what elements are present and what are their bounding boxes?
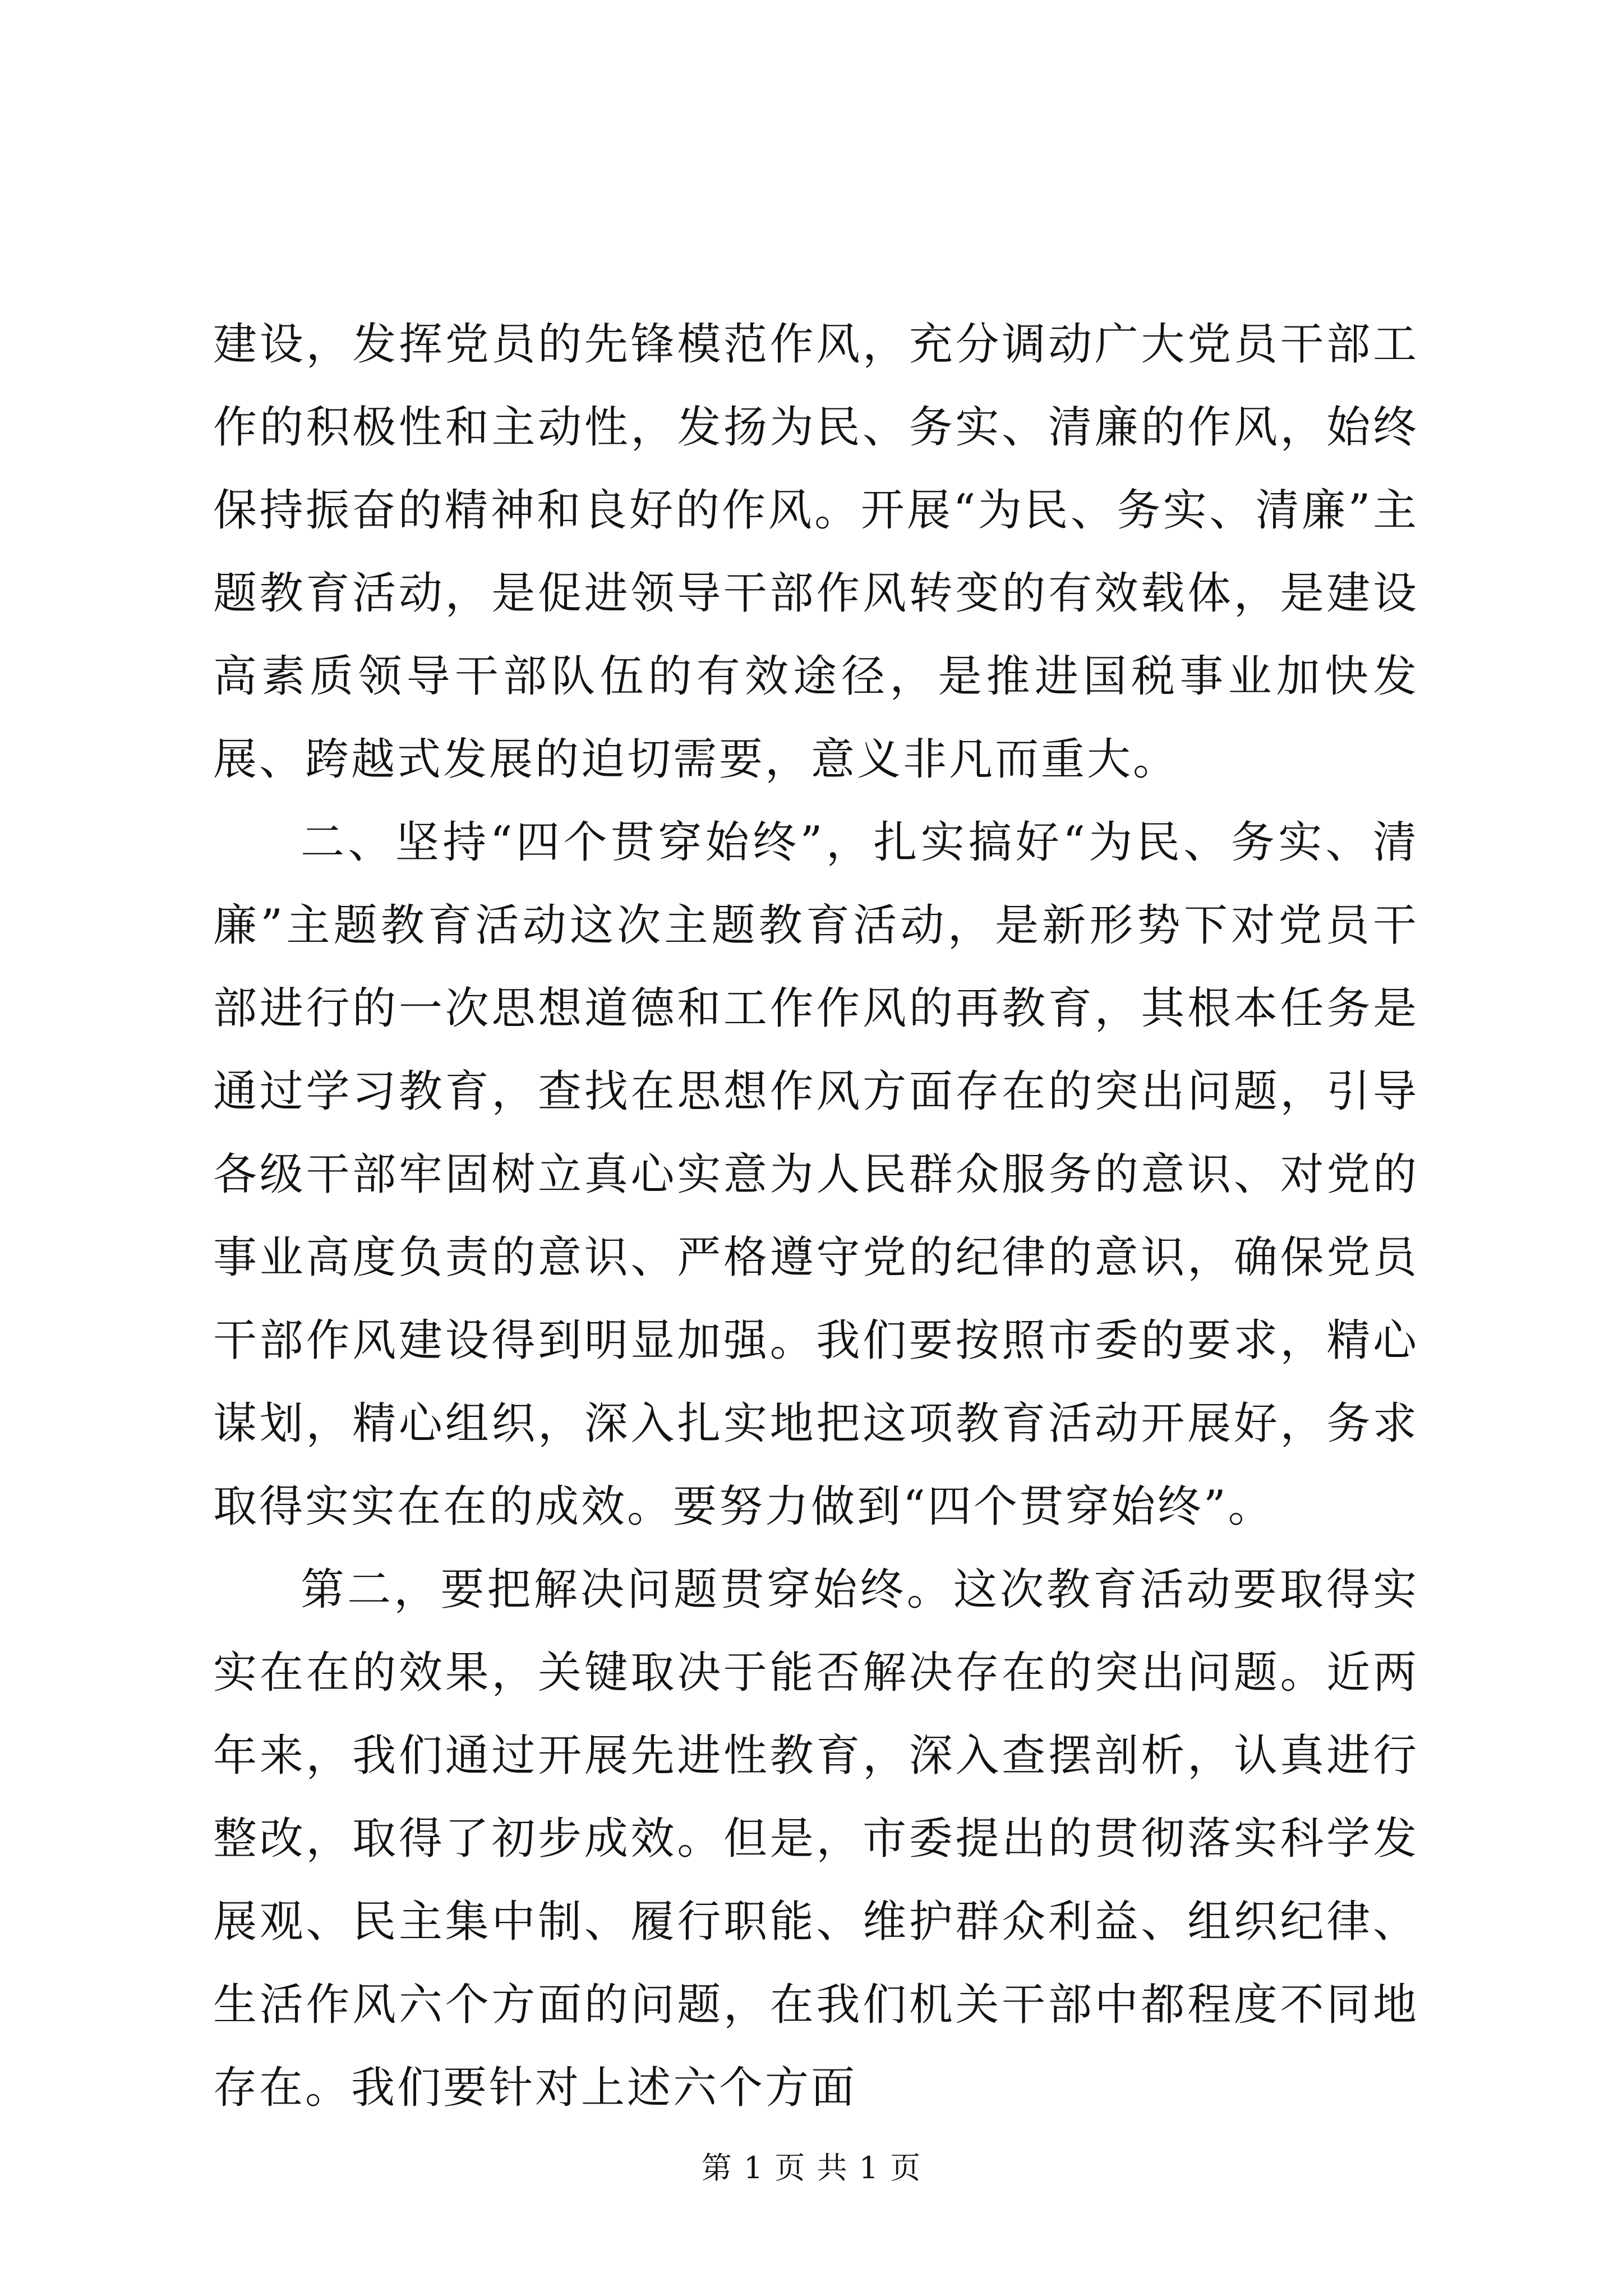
- paragraph-second-point: 第二，要把解决问题贯穿始终。这次教育活动要取得实实在在的效果，关键取决于能否解决存在的突出问题。近两年来，我们通过开展先进性教育，深入查摆剖析，认真进行整改，取得了初步成效。但是，市委提出的贯彻落实科学发展观、民主集中制、履行职能、维护群众利益、组织纪律、生活作风六个方面的问题，在我们机关干部中都程度不同地存在。我们要针对上述六个方面: [213, 1565, 1419, 2113]
- page-footer: 第 1 页 共 1 页: [701, 2150, 922, 2185]
- document-body: [213, 303, 1419, 2129]
- paragraph-continuation: 建设，发挥党员的先锋模范作风，充分调动广大党员干部工作的积极性和主动性，发扬为民、务实、清廉的作风，始终保持振奋的精神和良好的作风。开展“为民、务实、清廉”主题教育活动，是促进领导干部作风转变的有效载体，是建设高素质领导干部队伍的有效途径，是推进国税事业加快发展、跨越式发展的迫切需要，意义非凡而重大。: [213, 319, 1419, 785]
- paragraph-section-two: 二、坚持“四个贯穿始终”，扎实搞好“为民、务实、清廉”主题教育活动这次主题教育活动，是新形势下对党员干部进行的一次思想道德和工作作风的再教育，其根本任务是通过学习教育，查找在思想作风方面存在的突出问题，引导各级干部牢固树立真心实意为人民群众服务的意识、对党的事业高度负责的意识、严格遵守党的纪律的意识，确保党员干部作风建设得到明显加强。我们要按照市委的要求，精心谋划，精心组织，深入扎实地把这项教育活动开展好，务求取得实实在在的成效。要努力做到“四个贯穿始终”。: [213, 817, 1419, 1532]
